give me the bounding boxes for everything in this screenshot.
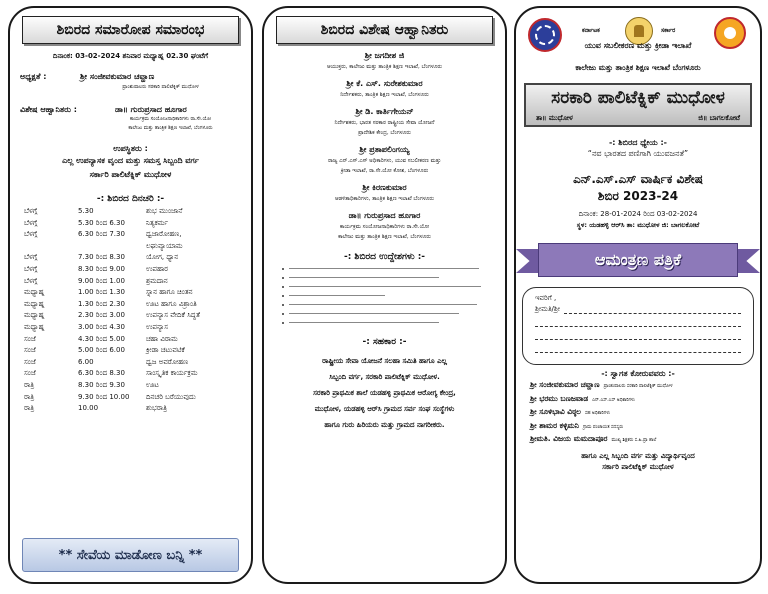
- objectives-title: -: ಶಿಬಿರದ ಉದ್ದೇಶಗಳು :-: [343, 252, 426, 262]
- recipient-address-line: [535, 340, 741, 353]
- cooperation-line: ಸಿಬ್ಬಂದಿ ವರ್ಗ, ಸರಕಾರಿ ಪಾಲಿಟೆಕ್ನಿಕ್ ಮುಧೋಳ.: [329, 373, 440, 381]
- schedule-row: [10, 206, 251, 218]
- schedule-period: ರಾತ್ರಿ: [24, 380, 35, 389]
- invitation-title: ಆಮಂತ್ರಣ ಪತ್ರಿಕೆ: [594, 250, 682, 269]
- host-name: ಶ್ರೀ ಶಾಮರ ಕಳ್ಳಿಮನಿ: [530, 420, 579, 430]
- schedule-activity: ಶುಭ ಮುಂಜಾನೆ: [146, 207, 183, 215]
- guest-entry: [264, 209, 505, 242]
- schedule-period: ಮಧ್ಯಾಹ್ನ: [24, 299, 45, 308]
- schedule-row: [10, 357, 251, 369]
- guest-entry: [264, 105, 505, 138]
- cooperation-line: ಸರಕಾರಿ ಪ್ರಾಥಮಿಕ ಶಾಲೆ ಯಡಹಳ್ಳಿ ಪ್ರಾಥಮಿಕ ಆರೋಗ್ಯ ಕೇಂದ್ರ,: [313, 389, 456, 397]
- schedule-row: [10, 322, 251, 334]
- schedule-time: 2.30 ರಿಂದ 3.00: [78, 311, 125, 320]
- presidency-name: ಶ್ರೀ ಸಂಜೀವಕುಮಾರ ಚವ್ಹಾಣ: [80, 72, 155, 81]
- schedule-row: [10, 229, 251, 241]
- schedule-title: -: ಶಿಬಿರದ ದಿನಚರಿ :-: [96, 194, 165, 204]
- schedule-time: [78, 241, 146, 253]
- recipient-salutation: ಶ್ರೀಮತಿ/ಶ್ರೀ: [535, 305, 561, 313]
- guest-entry-desc: ಆಡಳಿತಾಧಿಕಾರಿಗಳು, ತಾಂತ್ರಿಕ ಶಿಕ್ಷಣ ಇಲಾಖೆ ಬೆಂಗಳೂರು: [335, 196, 434, 202]
- schedule-period: ಬೆಳಗ್ಗೆ: [24, 264, 38, 273]
- guest-entry-name: ಶ್ರೀ ಪ್ರತಾಪಲಿಂಗಯ್ಯ: [359, 145, 410, 154]
- schedule-activity: ನಿತ್ಯಕರ್ಮ: [146, 218, 169, 227]
- schedule-time: 5.30: [78, 207, 94, 215]
- schedule-time: 6.30 ರಿಂದ 8.30: [78, 369, 125, 378]
- schedule-period: ಸಂಜೆ: [24, 357, 36, 366]
- sarkara-label: ಸರ್ಕಾರ: [661, 27, 676, 34]
- district-label: ಜಿ॥ ಬಾಗಲಕೋಟೆ: [698, 114, 740, 122]
- guest-entry-desc: ಆಯುಕ್ತರು, ಕಾಲೇಜು ಮತ್ತು ತಾಂತ್ರಿಕ ಶಿಕ್ಷಣ ಇಲಾಖೆ, ಬೆಂಗಳೂರು: [326, 64, 443, 70]
- schedule-activity: ಶ್ರಮದಾನ: [146, 276, 168, 285]
- guest-label: ವಿಶೇಷ ಆಹ್ವಾನಿತರು :: [20, 105, 77, 114]
- guest-entry-name: ಶ್ರೀ ಜಗದೀಶ ಜಿ: [364, 51, 405, 60]
- college-banner: [524, 83, 752, 127]
- schedule-period: ಸಂಜೆ: [24, 346, 36, 355]
- guest-entry: [264, 49, 505, 72]
- schedule-row: [10, 334, 251, 346]
- schedule-row: [10, 345, 251, 357]
- guest-entry-desc: ರಾಜ್ಯ ಎನ್.ಎಸ್.ಎಸ್ ಅಧಿಕಾರಿಗಳು, ಯುವ ಸಬಲೀಕರಣ ಮತ್ತು: [328, 158, 441, 164]
- host-name: ಶ್ರೀ ಸೂಳಿಭಾವಿ ವಿಠ್ಠಲ: [530, 407, 581, 416]
- objective-item: [264, 309, 505, 318]
- schedule-activity: ಉಪನ್ಯಾಸ ವೇದಿಕೆ ಸಿದ್ಧತೆ: [146, 311, 201, 320]
- guest-entry: [264, 181, 505, 204]
- schedule-row: [10, 241, 251, 253]
- host-row: [516, 393, 760, 407]
- closing-ceremony-title: ಶಿಬಿರದ ಸಮಾರೋಪ ಸಮಾರಂಭ: [22, 16, 239, 44]
- schedule-row: [10, 299, 251, 311]
- footer-banner: [22, 538, 239, 572]
- schedule-activity: ಕ್ರೀಡಾ ಚಟುವಟಿಕೆ: [146, 346, 185, 355]
- schedule-period: [24, 241, 78, 253]
- guest-entry-desc: ನಿರ್ದೇಶಕರು, ತಾಂತ್ರಿಕ ಶಿಕ್ಷಣ ಇಲಾಖೆ, ಬೆಂಗಳೂರು: [340, 92, 429, 98]
- schedule-activity: ದಿನಚರಿ ಬರೆಯುವುದು: [146, 392, 196, 401]
- objective-item: [264, 273, 505, 282]
- schedule-activity: ಧ್ವಜಾರೋಹಣ,: [146, 230, 182, 239]
- objective-item: [264, 300, 505, 309]
- schedule-time: 1.00 ರಿಂದ 1.30: [78, 288, 125, 297]
- special-guests-panel: [262, 6, 507, 584]
- host-name: ಶ್ರೀಮತಿ. ವಿಜಯ ಮಮದಾಪೂರ: [530, 434, 608, 443]
- recipient-box: [522, 287, 754, 365]
- guest-name: ಡಾ॥ ಗುರುಪ್ರಸಾದ ಹೂಗಾರ: [115, 105, 187, 114]
- schedule-row: [10, 380, 251, 392]
- objective-item: [264, 291, 505, 300]
- host-row: [516, 433, 760, 447]
- schedule-period: ರಾತ್ರಿ: [24, 404, 35, 413]
- host-desc: ಪ್ರಾಂಶುಪಾಲರು ಸರಕಾರಿ ಪಾಲಿಟೆಕ್ನಿಕ್ ಮುಧೋಳ: [603, 384, 673, 389]
- invitation-cover-panel: [514, 6, 762, 584]
- schedule-time: 5.00 ರಿಂದ 6.00: [78, 346, 125, 355]
- schedule-time: 6.00: [78, 357, 94, 366]
- schedule-period: ಬೆಳಗ್ಗೆ: [24, 276, 38, 285]
- schedule-period: ಮಧ್ಯಾಹ್ನ: [24, 288, 45, 297]
- schedule-time: 6.30 ರಿಂದ 7.30: [78, 230, 125, 239]
- schedule-period: ಸಂಜೆ: [24, 369, 36, 378]
- guest-desc-2: ಕಾಲೇಜು ಮತ್ತು ತಾಂತ್ರಿಕ ಶಿಕ್ಷಣ ಇಲಾಖೆ, ಬೆಂಗಳೂರು: [128, 125, 213, 131]
- guest-entry-desc: ಕ್ರೀಡಾ ಇಲಾಖೆ, ರಾ.ಸೇ.ಯೋ ಕೋಶ, ಬೆಂಗಳೂರು: [340, 168, 429, 174]
- objective-item: [264, 264, 505, 273]
- invitation-ribbon: [516, 241, 760, 281]
- objective-item: [264, 318, 505, 327]
- schedule-activity: ಊಟ ಹಾಗೂ ವಿಶ್ರಾಂತಿ: [146, 299, 197, 308]
- schedule-time: 9.30 ರಿಂದ 10.00: [78, 392, 130, 401]
- cooperation-line: ಮುಧೋಳ, ಯಡಹಳ್ಳಿ ಆರ್‌ಸಿ ಗ್ರಾಮದ ಸರ್ವ ಸಂಘ ಸಂಸ್ಥೆಗಳು: [314, 405, 455, 413]
- guest-entry-name: ಶ್ರೀ ಡಿ. ಕಾರ್ತಿಗೇಯನ್: [355, 107, 414, 116]
- host-row: [516, 420, 760, 434]
- schedule-row: [10, 287, 251, 299]
- host-desc: ಎನ್.ಎಸ್.ಎಸ್ ಅಧಿಕಾರಿಗಳು: [592, 397, 635, 403]
- schedule-period: ರಾತ್ರಿ: [24, 392, 35, 401]
- guest-entry-name: ಡಾ॥ ಗುರುಪ್ರಸಾದ ಹೂಗಾರ: [348, 211, 421, 220]
- cooperation-title: -: ಸಹಕಾರ :-: [362, 337, 407, 347]
- schedule-period: ಬೆಳಗ್ಗೆ: [24, 253, 38, 262]
- schedule-row: [10, 276, 251, 288]
- camp-dates: ದಿನಾಂಕ: 28-01-2024 ರಿಂದ 03-02-2024: [578, 210, 698, 218]
- host-row: [516, 379, 760, 393]
- schedule-time: 8.30 ರಿಂದ 9.00: [78, 264, 125, 273]
- host-desc: ಸಹ ಅಧಿಕಾರಿಗಳು: [584, 411, 611, 416]
- host-name: ಶ್ರೀ ಭರಮು ಬಣಜವಾಡ: [530, 393, 589, 403]
- schedule-period: ಮಧ್ಯಾಹ್ನ: [24, 322, 45, 331]
- schedule-period: ಸಂಜೆ: [24, 334, 36, 343]
- schedule-time: 5.30 ರಿಂದ 6.30: [78, 218, 125, 227]
- schedule-time: 8.30 ರಿಂದ 9.30: [78, 380, 125, 389]
- schedule-activity: ಊಟ: [146, 380, 159, 389]
- department-1: ಯುವ ಸಬಲೀಕರಣ ಮತ್ತು ಕ್ರೀಡಾ ಇಲಾಖೆ: [584, 41, 692, 50]
- schedule-row: [10, 310, 251, 322]
- present-line-2: ಸರ್ಕಾರಿ ಪಾಲಿಟೆಕ್ನಿಕ್ ಮುಧೋಳ: [89, 170, 172, 179]
- camp-motto: “ನವ ಭಾರತದ ಪಣಿಗಾಗಿ ಯುವಜನತೆ”: [587, 149, 689, 158]
- presidency-label: ಅಧ್ಯಕ್ಷತೆ :: [20, 72, 47, 81]
- camp-year: ಶಿಬಿರ 2023-24: [597, 189, 679, 203]
- guest-entry-name: ಶ್ರೀ ಕಿರಣಕುಮಾರ: [362, 183, 407, 192]
- schedule-period: ಬೆಳಗ್ಗೆ: [24, 218, 38, 227]
- schedule-activity: ಧ್ವಜ ಅವರೋಹಣ: [146, 357, 189, 366]
- host-list: [516, 379, 760, 447]
- guest-entry: [264, 77, 505, 100]
- karnataka-label: ಕರ್ನಾಟಕ: [582, 27, 600, 34]
- schedule-row: [10, 252, 251, 264]
- schedule-period: ಬೆಳಗ್ಗೆ: [24, 207, 38, 215]
- cooperation-line: ಹಾಗೂ ಗುರು ಹಿರಿಯರು ಮತ್ತು ಗ್ರಾಮದ ನಾಗರೀಕರು.: [324, 421, 445, 429]
- objective-item: [264, 282, 505, 291]
- guest-entry-desc: ಕಾಲೇಜು ಮತ್ತು ತಾಂತ್ರಿಕ ಶಿಕ್ಷಣ ಇಲಾಖೆ, ಬೆಂಗಳೂರು: [338, 234, 431, 240]
- camp-title: ಎನ್.ಎಸ್.ಎಸ್ ವಾರ್ಷಿಕ ವಿಶೇಷ: [573, 172, 703, 186]
- schedule-activity: ಸಾಂಸ್ಕೃತಿಕ ಕಾರ್ಯಕ್ರಮ: [146, 369, 198, 378]
- host-name: ಶ್ರೀ ಸಂಜೀವಕುಮಾರ ಚವ್ಹಾಣ: [530, 380, 600, 389]
- schedule-activity: ಉಪಹಾರ: [146, 264, 168, 273]
- schedule-time: 3.00 ರಿಂದ 4.30: [78, 322, 125, 331]
- department-2: ಕಾಲೇಜು ಮತ್ತು ತಾಂತ್ರಿಕ ಶಿಕ್ಷಣ ಇಲಾಖೆ ಬೆಂಗಳೂರು: [575, 63, 701, 72]
- schedule-time: 10.00: [78, 404, 99, 413]
- schedule-time: 1.30 ರಿಂದ 2.30: [78, 299, 125, 308]
- closing-line-1: ಹಾಗೂ ಎಲ್ಲ ಸಿಬ್ಬಂದಿ ವರ್ಗ ಮತ್ತು ವಿದ್ಯಾರ್ಥಿವೃಂದ: [581, 451, 695, 460]
- objectives-list: [264, 264, 505, 327]
- guest-entry-desc: ನಿರ್ದೇಶಕರು, ಭಾರತ ಸರಕಾರ ರಾಷ್ಟ್ರೀಯ ಸೇವಾ ಯೋಜನೆ: [334, 120, 435, 126]
- recipient-to-label: ಇವರಿಗೆ ,: [535, 294, 557, 302]
- guest-list: [264, 49, 505, 242]
- footer-text: ** ಸೇವೆಯ ಮಾಡೋಣ ಬನ್ನಿ **: [58, 547, 203, 563]
- schedule-activity: ಲಘುವ್ಯಾಯಾಮ: [146, 241, 183, 250]
- recipient-name-line: [564, 305, 741, 314]
- schedule-table: [10, 206, 251, 415]
- schedule-row: [10, 264, 251, 276]
- cooperation-line: ರಾಷ್ಟ್ರೀಯ ಸೇವಾ ಯೋಜನೆ ಸಲಹಾ ಸಮಿತಿ ಹಾಗೂ ಎಲ್ಲ: [322, 357, 447, 365]
- motto-label: -: ಶಿಬಿರದ ಧ್ಯೇಯ :-: [608, 138, 668, 147]
- special-guests-title: ಶಿಬಿರದ ವಿಶೇಷ ಆಹ್ವಾನಿತರು: [276, 16, 493, 44]
- schedule-activity: ಯೋಗ, ಧ್ಯಾನ: [146, 253, 179, 262]
- present-line-1: ಎಲ್ಲ ಉಪನ್ಯಾಸಕ ವೃಂದ ಮತ್ತು ಸಮಸ್ತ ಸಿಬ್ಬಂದಿ ವರ್ಗ: [62, 156, 199, 165]
- recipient-address-line: [535, 314, 741, 327]
- schedule-activity: ಚಹಾ ವಿರಾಮ: [146, 334, 178, 343]
- closing-line-2: ಸರ್ಕಾರಿ ಪಾಲಿಟೆಕ್ನಿಕ್ ಮುಧೋಳ: [602, 462, 674, 471]
- guest-entry-desc: ಕಾರ್ಯಕ್ರಮ ಸಂಯೋಜನಾಧಿಕಾರಿಗಳು ರಾ.ಸೇ.ಯೋ: [339, 224, 430, 230]
- camp-place: ಸ್ಥಳ: ಯಡಹಳ್ಳಿ ಆರ್‌ಸಿ ತಾ: ಮುಧೋಳ ಜಿ: ಬಾಗಲಕೋಟೆ: [576, 221, 700, 229]
- schedule-time: 4.30 ರಿಂದ 5.00: [78, 334, 125, 343]
- schedule-activity: ಉಪನ್ಯಾಸ: [146, 322, 169, 331]
- guest-entry-desc: ಪ್ರಾದೇಶಿಕ ಕೇಂದ್ರ, ಬೆಂಗಳೂರು: [358, 130, 411, 136]
- host-desc: ಗ್ರಾಮ ಪಂಚಾಯತ ಸದಸ್ಯರು: [582, 424, 624, 430]
- welcome-title: -: ಸ್ವಾಗತ ಕೋರುವವರು :-: [601, 369, 675, 378]
- taluk-label: ತಾ॥ ಮುಧೋಳ: [536, 114, 573, 122]
- schedule-row: [10, 218, 251, 230]
- schedule-time: 7.30 ರಿಂದ 8.30: [78, 253, 125, 262]
- schedule-period: ಮಧ್ಯಾಹ್ನ: [24, 311, 45, 320]
- ceremony-date: ದಿನಾಂಕ: 03-02-2024 ಶನಿವಾರ ಮಧ್ಯಾಹ್ನ 02.30 ಘಂಟೆಗೆ: [52, 52, 209, 60]
- closing-ceremony-panel: [8, 6, 253, 584]
- recipient-address-line: [535, 327, 741, 340]
- host-row: [516, 406, 760, 420]
- schedule-time: 9.00 ರಿಂದ 1.00: [78, 276, 125, 285]
- guest-entry: [264, 143, 505, 176]
- college-name: ಸರಕಾರಿ ಪಾಲಿಟೆಕ್ನಿಕ್ ಮುಧೋಳ: [551, 88, 725, 108]
- host-desc: ಮುಖ್ಯ ಶಿಕ್ಷಕರು ಸ.ಹಿ.ಪ್ರಾ ಶಾಲೆ: [611, 438, 657, 443]
- guest-desc-1: ಕಾರ್ಯಕ್ರಮ ಸಂಯೋಜನಾಧಿಕಾರಿಗಳು ರಾ.ಸೇ.ಯೋ: [129, 116, 212, 122]
- present-label: ಉಪಸ್ಥಿತರು :: [113, 144, 148, 153]
- schedule-row: [10, 403, 251, 415]
- schedule-activity: ಸ್ನಾನ ಹಾಗೂ ಚಿಂತನ: [146, 288, 193, 297]
- guest-entry-name: ಶ್ರೀ ಕೆ. ಎಸ್. ಸುರೇಶಕುಮಾರ: [346, 79, 423, 88]
- presidency-desc: ಪ್ರಾಂಶುಪಾಲರು ಸರಕಾರಿ ಪಾಲಿಟೆಕ್ನಿಕ್ ಮುಧೋಳ: [122, 84, 199, 90]
- schedule-period: ಬೆಳಗ್ಗೆ: [24, 230, 38, 239]
- schedule-row: [10, 368, 251, 380]
- schedule-row: [10, 392, 251, 404]
- schedule-activity: ಶುಭರಾತ್ರಿ: [146, 404, 168, 413]
- cooperation-text: [264, 353, 505, 433]
